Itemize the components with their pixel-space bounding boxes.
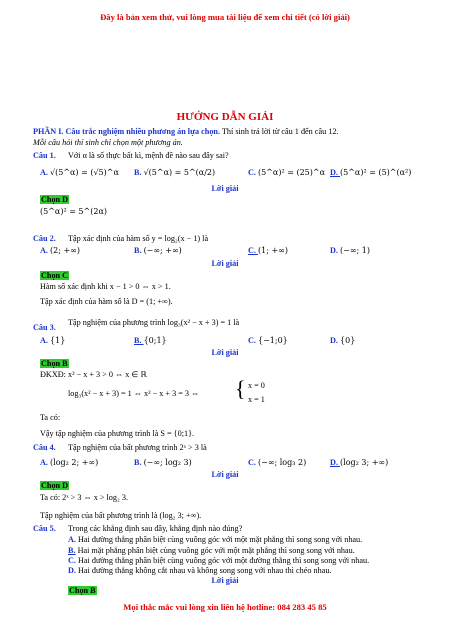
q4-option-c: C. (−∞; log₃ 2)	[248, 458, 307, 467]
q2-solution-2: Tập xác định của hàm số là D = (1; +∞).	[40, 297, 173, 306]
q2-text: Tập xác định của hàm số y = log₂(x − 1) là	[68, 234, 209, 243]
part-note: Mỗi câu hỏi thí sinh chỉ chọn một phương án.	[33, 138, 183, 147]
q3-brace: {	[235, 376, 246, 401]
part-heading	[33, 127, 338, 137]
q5-solution-label: Lời giải	[211, 576, 239, 585]
q1-option-a: A. √(5^α) = (√5)^α	[40, 168, 119, 177]
part-text: Thí sinh trả lời từ câu 1 đến câu 12.	[220, 127, 339, 136]
q4-solution-1: Ta có: 2ˣ > 3 ⇔ x > log₂ 3.	[40, 493, 129, 502]
q4-chosen-answer: Chọn D	[41, 481, 69, 490]
q3-case-1: x = 0	[248, 381, 265, 390]
q3-number: Câu 3.	[33, 323, 56, 332]
q4-text: Tập nghiệm của bất phương trình 2ˣ > 3 là	[68, 443, 207, 452]
q3-option-a: A. {1}	[40, 336, 66, 345]
part-label: PHẦN I. Câu trắc nghiệm nhiều phương án lựa chọn.	[33, 127, 221, 136]
hotline-footer: Mọi thắc mắc vui lòng xin liên hệ hotline: 084 283 45 85	[123, 602, 327, 612]
q1-solution-label: Lời giải	[211, 184, 239, 193]
q3-solution: Vậy tập nghiệm của phương trình là S = {0;1}.	[40, 429, 195, 438]
q2-number: Câu 2.	[33, 234, 56, 243]
q2-option-c: C. (1; +∞)	[248, 246, 288, 255]
q3-case-2: x = 1	[248, 395, 265, 404]
q2-option-a: A. (2; +∞)	[40, 246, 80, 255]
q1-option-d: D. (5^α)² = (5)^(α²)	[330, 168, 412, 177]
q2-option-b: B. (−∞; +∞)	[134, 246, 182, 255]
q3-chosen-answer: Chọn B	[41, 359, 68, 368]
q5-chosen-answer: Chọn B	[69, 586, 96, 595]
q4-option-d: D. (log₂ 3; +∞)	[330, 458, 389, 467]
q4-option-b: B. (−∞; log₂ 3)	[134, 458, 192, 467]
q4-number: Câu 4.	[33, 443, 56, 452]
q5-option-b: B. Hai mặt phẳng phân biệt cùng vuông góc với một mặt phẳng thì song song với nhau.	[68, 546, 355, 555]
q2-solution-label: Lời giải	[211, 259, 239, 268]
q4-option-a: A. (log₂ 2; +∞)	[40, 458, 99, 467]
q5-option-d: D. Hai đường thẳng không cắt nhau và không song song với nhau thì chéo nhau.	[68, 566, 332, 575]
q1-chosen-answer: Chọn D	[41, 195, 69, 204]
q1-option-c: C. (5^α)² = (25)^α	[248, 168, 325, 177]
q3-equation: log₃(x² − x + 3) = 1 ⇔ x² − x + 3 = 3 ⇔	[68, 389, 200, 398]
q5-option-a: A. Hai đường thẳng phân biệt cùng vuông góc với một mặt phẳng thì song song với nhau.	[68, 535, 363, 544]
q5-number: Câu 5.	[33, 524, 56, 533]
q2-option-d: D. (−∞; 1)	[330, 246, 370, 255]
q3-text: Tập nghiệm của phương trình log₃(x² − x + 3) = 1 là	[68, 318, 240, 327]
page-title: HƯỚNG DẪN GIẢI	[176, 111, 274, 123]
q3-domain: ĐKXĐ: x² − x + 3 > 0 ⇔ x ∈ ℝ	[40, 370, 148, 379]
q3-solution-label: Lời giải	[211, 348, 239, 357]
q5-text: Trong các khẳng định sau đây, khẳng định nào đúng?	[68, 524, 243, 533]
q2-solution-1: Hàm số xác định khi x − 1 > 0 ⇔ x > 1.	[40, 282, 171, 291]
q3-option-b: B. {0;1}	[134, 336, 167, 345]
preview-notice: Đây là bản xem thử, vui lòng mua tài liệu để xem chi tiết (có lời giải)	[100, 12, 350, 22]
q3-option-d: D. {0}	[330, 336, 356, 345]
q4-solution-2: Tập nghiệm của bất phương trình là (log₂ 3; +∞).	[40, 511, 202, 520]
q1-text: Với α là số thực bất kì, mệnh đề nào sau đây sai?	[68, 151, 229, 160]
q3-option-c: C. {−1;0}	[248, 336, 288, 345]
q1-heading	[33, 151, 56, 161]
q1-option-b: B. √(5^α) = 5^(α/2)	[134, 168, 216, 177]
q2-chosen-answer: Chọn C	[41, 271, 69, 280]
q4-solution-label: Lời giải	[211, 470, 239, 479]
q1-solution: (5^α)² = 5^(2α)	[40, 207, 107, 216]
q1-number: Câu 1.	[33, 151, 56, 160]
q5-option-c: C. Hai đường thẳng phân biệt cùng vuông góc với một đường thẳng thì song song với nhau.	[68, 556, 370, 565]
q3-ta-co: Ta có:	[40, 413, 61, 422]
